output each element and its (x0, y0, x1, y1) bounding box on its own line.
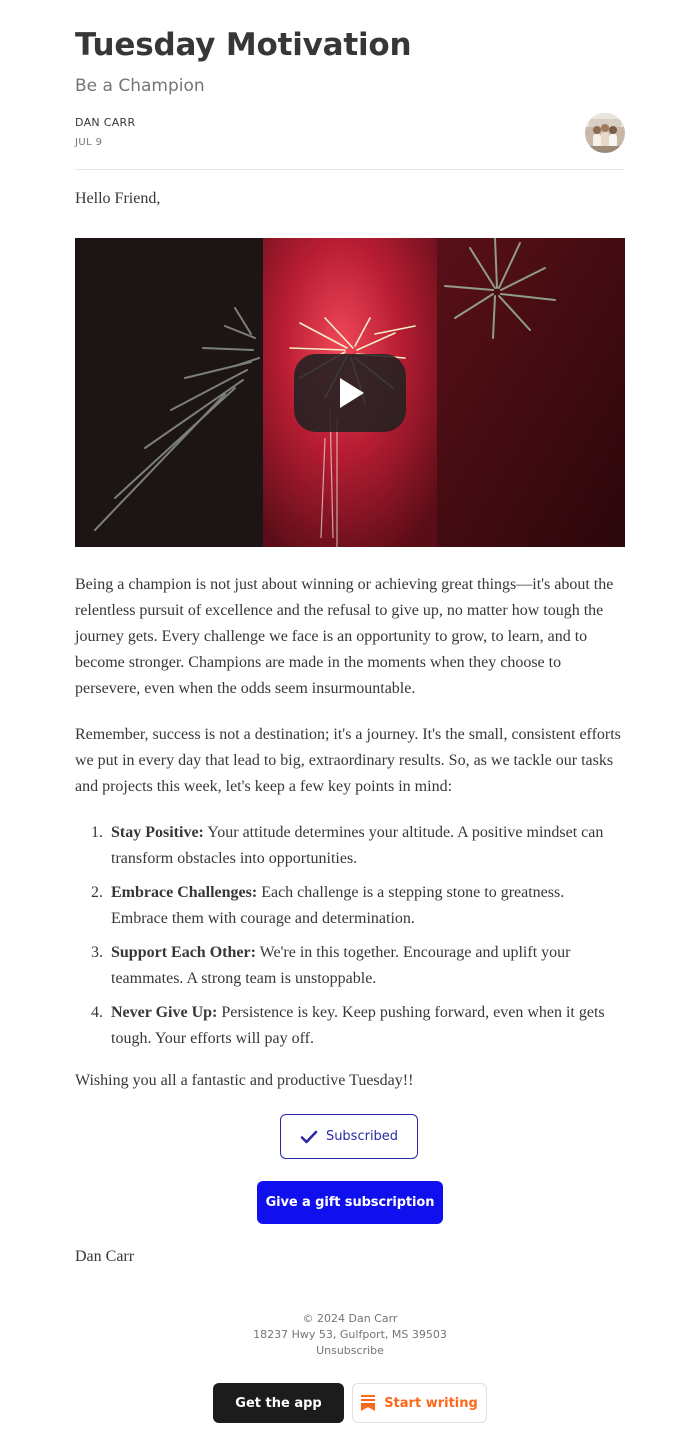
list-item (75, 940, 625, 992)
post-title: Tuesday Motivation (75, 27, 412, 63)
play-button[interactable] (294, 354, 406, 432)
subscribed-label: Subscribed (325, 1129, 399, 1144)
list-item-number: 1. (91, 824, 103, 841)
signature: Dan Carr (75, 1248, 135, 1265)
footer-copyright: © 2024 Dan Carr (302, 1312, 398, 1325)
list-item-text: Your attitude determines your altitude. A positive mindset can transform obstacles into opportunities. (111, 824, 604, 867)
avatar-photo (585, 113, 625, 153)
closing-line: Wishing you all a fantastic and productive Tuesday!! (75, 1072, 414, 1089)
subscribed-button[interactable] (280, 1114, 418, 1159)
play-icon (294, 354, 406, 432)
list-item-title: Never Give Up: (111, 1004, 218, 1021)
body-paragraph: Remember, success is not a destination; it's a journey. It's the small, consistent efforts we put in every day that lead to big, extraordinary results. So, as we tackle our tasks and projects this week, let's keep a few key points in mind: (75, 726, 621, 795)
footer (75, 1311, 625, 1359)
gift-subscription-label: Give a gift subscription (265, 1195, 435, 1210)
list-item (75, 1000, 625, 1052)
get-app-button[interactable] (213, 1383, 344, 1423)
list-item-text: Persistence is key. Keep pushing forward, even when it gets tough. Your efforts will pay off. (111, 1004, 605, 1047)
list-item-text: Each challenge is a stepping stone to greatness. Embrace them with courage and determination. (111, 884, 565, 927)
get-app-label: Get the app (235, 1395, 322, 1411)
list-item-text: We're in this together. Encourage and uplift your teammates. A strong team is unstoppable. (111, 944, 571, 987)
check-icon (300, 1130, 318, 1144)
list-item-title: Support Each Other: (111, 944, 256, 961)
list-item (75, 880, 625, 932)
author-name[interactable]: DAN CARR (75, 116, 136, 129)
start-writing-label: Start writing (384, 1395, 478, 1411)
list-item-title: Embrace Challenges: (111, 884, 258, 901)
unsubscribe-link[interactable]: Unsubscribe (316, 1344, 384, 1357)
video-embed[interactable] (75, 238, 625, 547)
key-points-list (75, 820, 625, 1060)
post-date: JUL 9 (75, 137, 103, 148)
greeting: Hello Friend, (75, 190, 161, 207)
substack-logo-icon (361, 1395, 375, 1411)
list-item (75, 820, 625, 872)
start-writing-button[interactable] (352, 1383, 487, 1423)
gift-subscription-button[interactable] (257, 1181, 443, 1224)
list-item-number: 2. (91, 884, 103, 901)
list-item-number: 3. (91, 944, 103, 961)
list-item-number: 4. (91, 1004, 103, 1021)
post-subtitle: Be a Champion (75, 76, 205, 96)
header-divider (75, 169, 625, 170)
list-item-title: Stay Positive: (111, 824, 204, 841)
author-avatar[interactable] (585, 113, 625, 153)
body-paragraph: Being a champion is not just about winning or achieving great things—it's about the relentless pursuit of excellence and the refusal to give up, no matter how tough the journey gets. Every challenge we face is an opportunity to grow, to learn, and to become stronger. Champions are made in the moments when they choose to persevere, even when the odds seem insurmountable. (75, 576, 614, 697)
footer-address: 18237 Hwy 53, Gulfport, MS 39503 (253, 1328, 447, 1341)
